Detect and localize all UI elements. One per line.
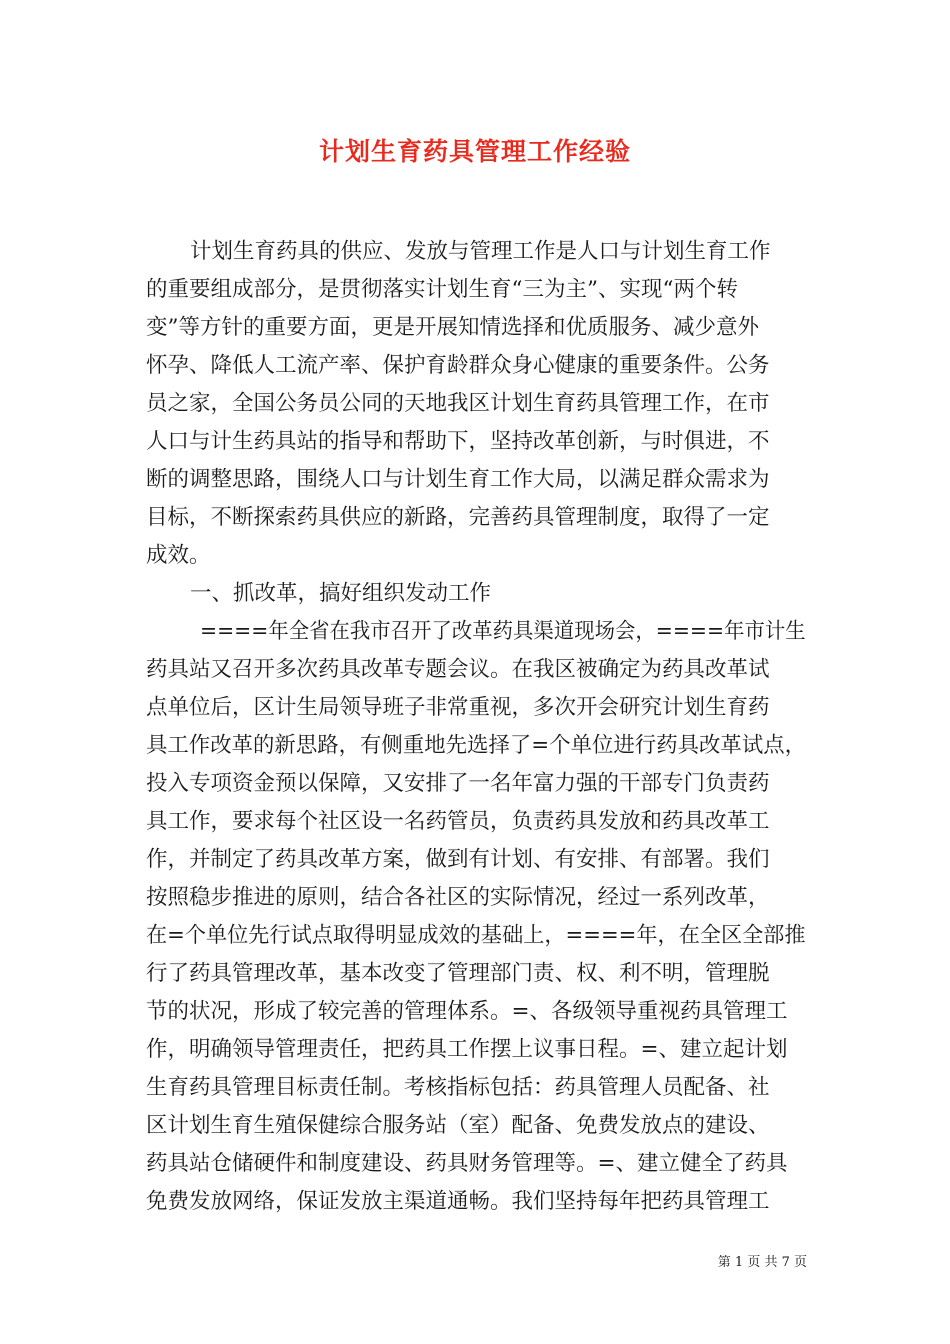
body-line: 按照稳步推进的原则，结合各社区的实际情况，经过一系列改革， xyxy=(146,885,770,910)
body-line: 计划生育药具的供应、发放与管理工作是人口与计划生育工作 xyxy=(190,239,771,264)
body-line: 免费发放网络，保证发放主渠道通畅。我们坚持每年把药具管理工 xyxy=(146,1189,770,1214)
page-number: 第 1 页 共 7 页 xyxy=(717,1255,807,1270)
body-line: 变”等方针的重要方面，更是开展知情选择和优质服务、减少意外 xyxy=(146,315,759,340)
page-title: 计划生育药具管理工作经验 xyxy=(318,137,631,166)
body-line: 作，明确领导管理责任，把药具工作摆上议事日程。=、建立起计划 xyxy=(146,1037,788,1062)
body-line: 投入专项资金预以保障，又安排了一名年富力强的干部专门负责药 xyxy=(146,771,770,796)
body-line: 的重要组成部分，是贯彻落实计划生育“三为主”、实现“两个转 xyxy=(146,277,738,302)
body-line: 目标，不断探索药具供应的新路，完善药具管理制度，取得了一定 xyxy=(146,505,770,530)
body-line: 怀孕、降低人工流产率、保护育龄群众身心健康的重要条件。公务 xyxy=(146,353,770,378)
body-line: 节的状况，形成了较完善的管理体系。=、各级领导重视药具管理工 xyxy=(146,999,788,1024)
body-line: 具工作，要求每个社区设一名药管员，负责药具发放和药具改革工 xyxy=(146,809,770,834)
body-line: 药具站仓储硬件和制度建设、药具财务管理等。=、建立健全了药具 xyxy=(146,1151,788,1176)
section-heading: 一、抓改革，搞好组织发动工作 xyxy=(190,581,492,606)
body-line: 在=个单位先行试点取得明显成效的基础上，====年，在全区全部推 xyxy=(146,923,806,948)
body-line: 员之家，全国公务员公同的天地我区计划生育药具管理工作，在市 xyxy=(146,391,770,416)
body-line: 成效。 xyxy=(146,543,211,568)
body-line: 行了药具管理改革，基本改变了管理部门责、权、利不明，管理脱 xyxy=(146,961,770,986)
body-line: 作，并制定了药具改革方案，做到有计划、有安排、有部署。我们 xyxy=(146,847,770,872)
body-line: ====年全省在我市召开了改革药具渠道现场会，====年市计生 xyxy=(200,619,806,644)
body-line: 点单位后，区计生局领导班子非常重视，多次开会研究计划生育药 xyxy=(146,695,770,720)
body-line: 人口与计生药具站的指导和帮助下，坚持改革创新，与时俱进，不 xyxy=(146,429,770,454)
body-line: 具工作改革的新思路，有侧重地先选择了=个单位进行药具改革试点， xyxy=(146,733,807,758)
body-line: 药具站又召开多次药具改革专题会议。在我区被确定为药具改革试 xyxy=(146,657,770,682)
body-line: 断的调整思路，围绕人口与计划生育工作大局，以满足群众需求为 xyxy=(146,467,770,492)
body-line: 区计划生育生殖保健综合服务站（室）配备、免费发放点的建设、 xyxy=(146,1113,770,1138)
body-line: 生育药具管理目标责任制。考核指标包括：药具管理人员配备、社 xyxy=(146,1075,770,1100)
